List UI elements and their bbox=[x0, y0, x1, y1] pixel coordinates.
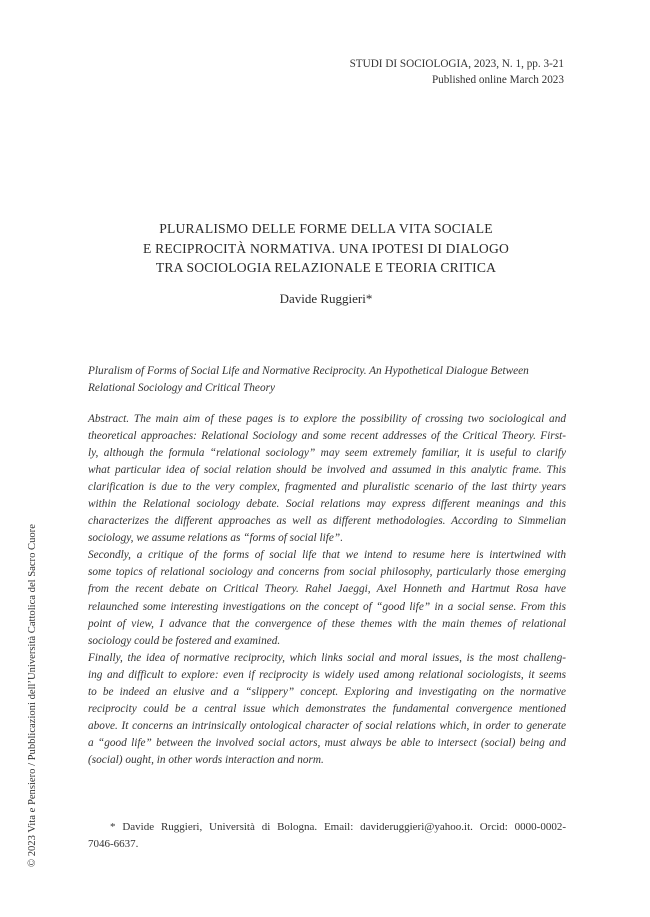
abstract-line: Finally, the idea of normative reciprocity, which links social and moral issues, is the most challeng- bbox=[88, 651, 566, 664]
abstract-line: reciprocity could be a central issue which demonstrates the fundamental convergence mentioned bbox=[88, 702, 566, 715]
side-copyright-notice: © 2023 Vita e Pensiero / Pubblicazioni dell’Università Cattolica del Sacro Cuore bbox=[27, 524, 38, 867]
footnote-line-1: * Davide Ruggieri, Università di Bologna. Email: davideruggieri@yahoo.it. Orcid: 0000-0002- bbox=[110, 821, 566, 833]
title-line-2: E RECIPROCITÀ NORMATIVA. UNA IPOTESI DI DIALOGO bbox=[143, 240, 509, 256]
abstract-line: some topics of relational sociology and concerns from social philosophy, particularly those emerging bbox=[88, 566, 566, 579]
author-footnote bbox=[88, 819, 566, 853]
title-line-3: TRA SOCIOLOGIA RELAZIONALE E TEORIA CRITICA bbox=[155, 260, 497, 275]
abstract-line: relaunched some interesting investigations on the concept of “good life” in a social sense. From this bbox=[88, 600, 566, 613]
abstract-line: Secondly, a critique of the forms of social life that we intend to resume here is intertwined with bbox=[88, 549, 566, 562]
abstract-line: sociology, we assume relations as “forms of social life”. bbox=[88, 532, 344, 545]
footnote-line-2: 7046-6637. bbox=[88, 838, 139, 850]
english-title bbox=[88, 363, 566, 397]
abstract-line: characterizes the different approaches as well as different methodologies. According to Simmelian bbox=[88, 515, 566, 528]
english-title-line-2: Relational Sociology and Critical Theory bbox=[88, 382, 276, 394]
abstract-line: above. It concerns an intrinsically ontological character of social relations which, in order to generate bbox=[88, 719, 566, 732]
abstract-line: theoretical approaches: Relational Sociology and some recent addresses of the Critical Theory. First- bbox=[88, 430, 566, 443]
english-title-line-1: Pluralism of Forms of Social Life and Normative Reciprocity. An Hypothetical Dialogue Between bbox=[88, 365, 529, 377]
abstract-line: Abstract. The main aim of these pages is to explore the possibility of crossing two sociological and bbox=[88, 413, 566, 425]
author-name: Davide Ruggieri* bbox=[279, 291, 373, 306]
abstract-line: ly, although the formula “relational sociology” may seem extremely familiar, it is useful to clarify bbox=[88, 447, 566, 460]
abstract-line: a “good life” between the involved social actors, must always be able to intersect (social) being and bbox=[88, 736, 566, 749]
abstract-line: sociology could be fostered and examined. bbox=[88, 634, 281, 647]
title-line-1: PLURALISMO DELLE FORME DELLA VITA SOCIALE bbox=[159, 221, 493, 236]
journal-citation: STUDI DI SOCIOLOGIA, 2023, N. 1, pp. 3-21 bbox=[349, 58, 564, 70]
abstract-line: within the Relational sociology debate. Social relations may express different meanings and this bbox=[88, 498, 566, 511]
abstract-line: to be indeed an elusive and a “slippery” concept. Exploring and investigating on the normative bbox=[88, 685, 566, 698]
abstract bbox=[88, 411, 566, 769]
article-title bbox=[88, 219, 564, 278]
abstract-line: what particular idea of social relation should be involved and assumed in this analytic frame. This bbox=[88, 464, 566, 477]
abstract-line: point of view, I advance that the convergence of these themes with the main themes of relational bbox=[88, 617, 566, 630]
abstract-line: (social) ought, in other words interaction and norm. bbox=[88, 753, 324, 766]
abstract-line: ing and difficult to explore: even if reciprocity is widely used among relational sociologists, it seems bbox=[88, 668, 566, 681]
abstract-line: from the recent debate on Critical Theory. Rahel Jaeggi, Axel Honneth and Hartmut Rosa have bbox=[88, 583, 566, 596]
abstract-line: clarification is due to the very complex, fragmented and pluralistic scenario of the last thirty years bbox=[88, 481, 566, 494]
publication-date: Published online March 2023 bbox=[431, 74, 564, 86]
journal-header bbox=[350, 56, 564, 88]
